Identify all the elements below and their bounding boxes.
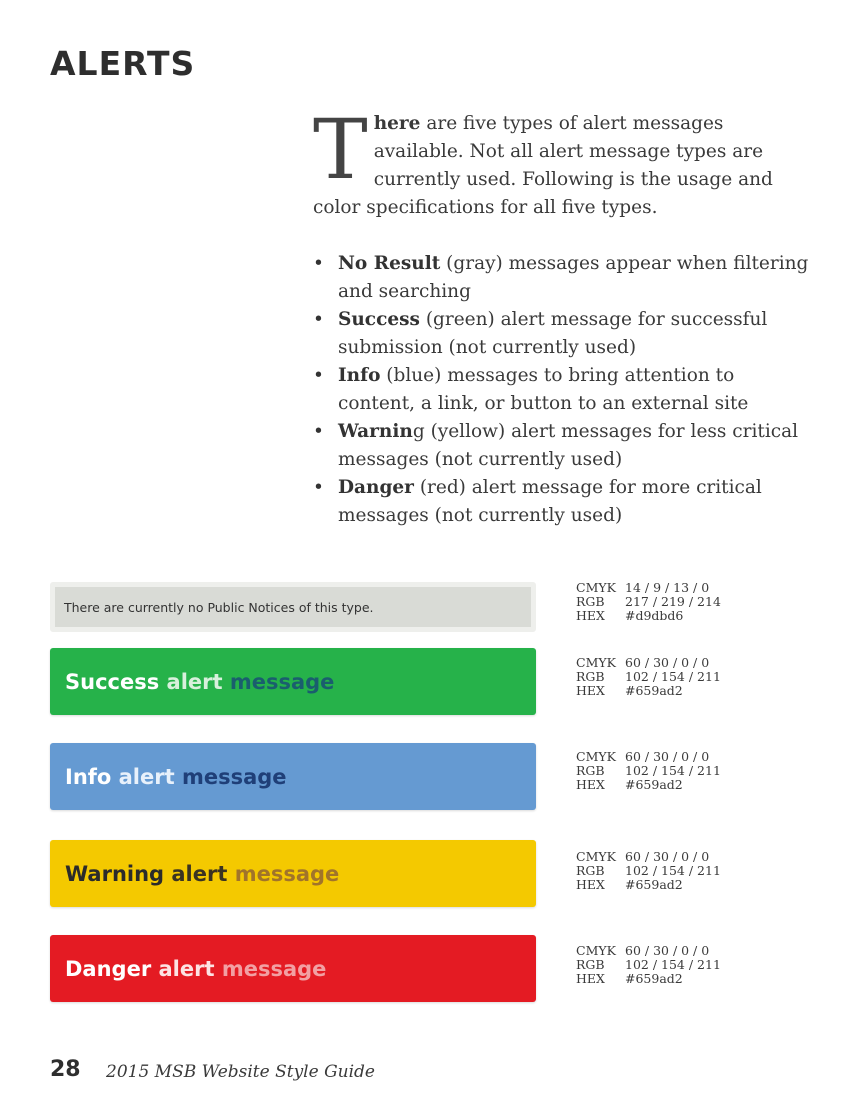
spec-hex: #659ad2 bbox=[625, 683, 683, 698]
alert-word-message: message bbox=[174, 764, 287, 789]
list-item bbox=[313, 418, 813, 474]
color-spec-info bbox=[576, 750, 776, 792]
alert-word-message: message bbox=[214, 956, 327, 981]
footer-title: 2015 MSB Website Style Guide bbox=[106, 1062, 375, 1082]
list-item-desc: g (yellow) alert messages for less critical messages (not currently used) bbox=[338, 421, 799, 470]
page-number: 28 bbox=[50, 1057, 81, 1082]
spec-label: CMYK bbox=[576, 580, 616, 595]
list-item-term: No Result bbox=[338, 253, 441, 274]
spec-hex: #659ad2 bbox=[625, 971, 683, 986]
no-result-alert-sample bbox=[50, 582, 536, 632]
spec-rgb: 102 / 154 / 211 bbox=[625, 863, 721, 878]
alert-word-message: message bbox=[222, 669, 335, 694]
list-item-term: Success bbox=[338, 309, 420, 330]
spec-label: HEX bbox=[576, 608, 605, 623]
spec-label: RGB bbox=[576, 957, 605, 972]
alert-word-type: Success bbox=[65, 669, 160, 694]
spec-cmyk: 60 / 30 / 0 / 0 bbox=[625, 849, 710, 864]
no-result-alert-text: There are currently no Public Notices of this type. bbox=[64, 599, 374, 615]
spec-label: RGB bbox=[576, 763, 605, 778]
danger-alert-sample bbox=[50, 935, 536, 1002]
spec-cmyk: 14 / 9 / 13 / 0 bbox=[625, 580, 710, 595]
spec-rgb: 217 / 219 / 214 bbox=[625, 594, 721, 609]
list-item-desc: (red) alert message for more critical messages (not currently used) bbox=[338, 477, 762, 526]
success-alert-sample bbox=[50, 648, 536, 715]
color-spec-no-result bbox=[576, 581, 776, 623]
alert-word-message: message bbox=[227, 861, 340, 886]
spec-cmyk: 60 / 30 / 0 / 0 bbox=[625, 943, 710, 958]
spec-label: CMYK bbox=[576, 849, 616, 864]
list-item-desc: (gray) messages appear when filtering and searching bbox=[338, 253, 809, 302]
alert-word-type: Info bbox=[65, 764, 112, 789]
spec-cmyk: 60 / 30 / 0 / 0 bbox=[625, 655, 710, 670]
spec-hex: #659ad2 bbox=[625, 777, 683, 792]
intro-text: are five types of alert messages available. Not all alert message types are currently used. Following is the usage and color specifications for all five types. bbox=[313, 113, 773, 218]
usage-list bbox=[313, 250, 813, 530]
alert-word-alert: alert bbox=[159, 669, 223, 694]
color-spec-success bbox=[576, 656, 776, 698]
spec-rgb: 102 / 154 / 211 bbox=[625, 763, 721, 778]
list-item-term: Warnin bbox=[338, 421, 413, 442]
spec-hex: #659ad2 bbox=[625, 877, 683, 892]
alert-word-type: Warning bbox=[65, 861, 165, 886]
color-spec-danger bbox=[576, 944, 776, 986]
spec-label: HEX bbox=[576, 877, 605, 892]
warning-alert-sample bbox=[50, 840, 536, 907]
spec-label: CMYK bbox=[576, 943, 616, 958]
alert-word-alert: alert bbox=[164, 861, 228, 886]
list-item bbox=[313, 474, 813, 530]
list-item-desc: (blue) messages to bring attention to content, a link, or button to an external site bbox=[338, 365, 749, 414]
spec-label: HEX bbox=[576, 683, 605, 698]
color-spec-warning bbox=[576, 850, 776, 892]
intro-paragraph bbox=[313, 103, 793, 222]
spec-rgb: 102 / 154 / 211 bbox=[625, 669, 721, 684]
spec-label: HEX bbox=[576, 971, 605, 986]
spec-rgb: 102 / 154 / 211 bbox=[625, 957, 721, 972]
spec-label: CMYK bbox=[576, 749, 616, 764]
list-item-term: Danger bbox=[338, 477, 414, 498]
spec-label: CMYK bbox=[576, 655, 616, 670]
list-item-term: Info bbox=[338, 365, 381, 386]
list-item bbox=[313, 362, 813, 418]
page-title: ALERTS bbox=[50, 44, 196, 83]
alert-word-alert: alert bbox=[151, 956, 215, 981]
spec-cmyk: 60 / 30 / 0 / 0 bbox=[625, 749, 710, 764]
list-item-desc: (green) alert message for successful submission (not currently used) bbox=[338, 309, 768, 358]
spec-label: HEX bbox=[576, 777, 605, 792]
spec-hex: #d9dbd6 bbox=[625, 608, 684, 623]
spec-label: RGB bbox=[576, 669, 605, 684]
alert-word-alert: alert bbox=[111, 764, 175, 789]
intro-lead: here bbox=[373, 113, 421, 134]
list-item bbox=[313, 250, 813, 306]
spec-label: RGB bbox=[576, 863, 605, 878]
alert-word-type: Danger bbox=[65, 956, 152, 981]
info-alert-sample bbox=[50, 743, 536, 810]
drop-cap: T bbox=[313, 103, 368, 198]
list-item bbox=[313, 306, 813, 362]
spec-label: RGB bbox=[576, 594, 605, 609]
